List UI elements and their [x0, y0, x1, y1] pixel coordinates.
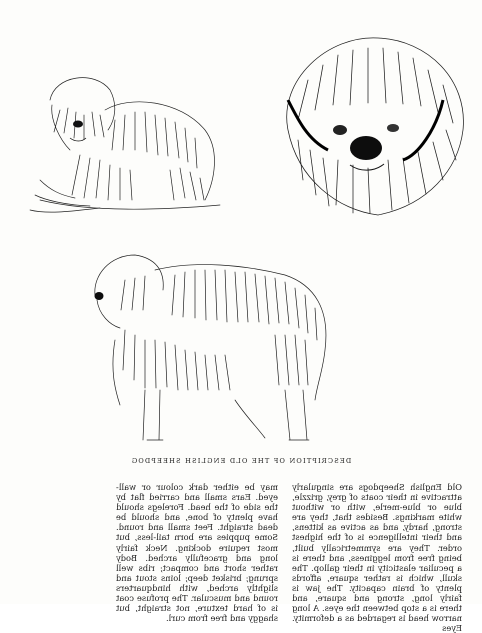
dog-head-nose: [350, 136, 382, 160]
lying-dog-illustration: [20, 60, 250, 220]
text-column-left: may be either dark colour or wall-eyed. Ears small and carried flat by the side of the head. Forelegs should have plenty of bone, and should be dead straight. Feet small and round. Some puppies are born tail-less, but most require docking. Neck fairly long and gracefully arched. Body rather short and compact; ribs well sprung; brisket deep; loins stout and slightly arched, with hindquarters round and muscular. The profuse coat is of hard texture, not straight, but shaggy and free from curl.: [116, 482, 278, 624]
text-column-right: Old English Sheepdogs are singularly attractive in their coats of grey, grizzle, blue or blue-merle, with or without white markings. Besides that, they are strong, hardy, and as active as kittens, and their intelligence is of the highest order. They are symmetrically built, being free from legginess, and there is a peculiar elasticity in their gallop. The skull, which is rather square, affords plenty of brain capacity. The jaw is fairly long, strong and square, and there is a stop between the eyes. A long narrow head is regarded as a deformity. Eyes: [292, 482, 462, 633]
standing-dog-illustration: [85, 240, 355, 450]
standing-dog-nose: [95, 292, 104, 300]
lying-dog-nose: [73, 121, 83, 128]
page-caption: DESCRIPTION OF THE OLD ENGLISH SHEEPDOG: [130, 457, 352, 465]
dog-head-illustration: [268, 20, 478, 220]
